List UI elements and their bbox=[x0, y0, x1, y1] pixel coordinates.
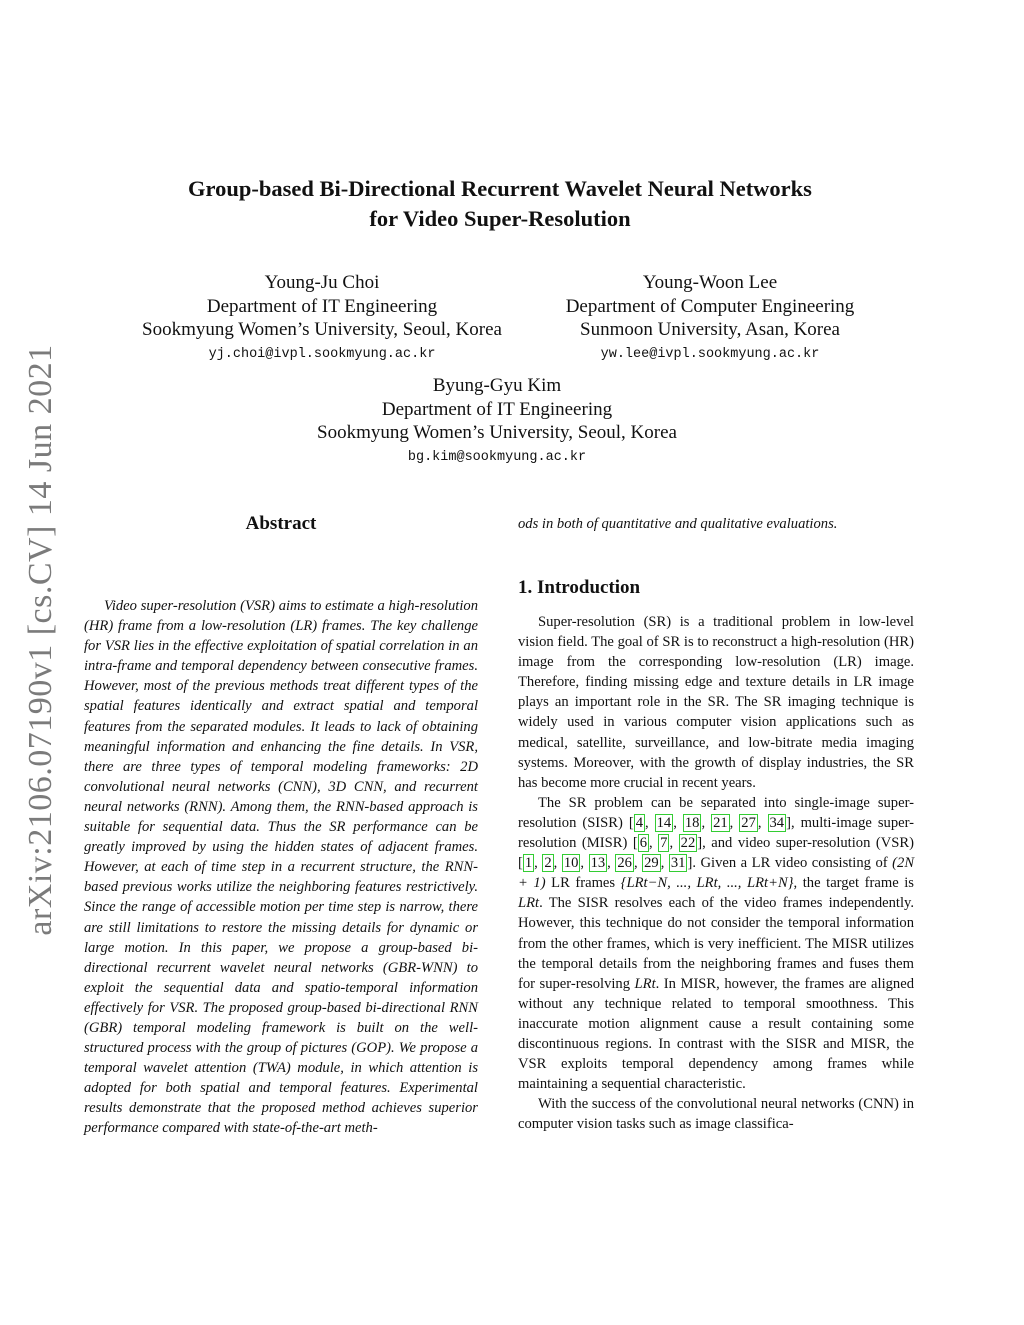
citation-link[interactable]: 14 bbox=[656, 814, 672, 831]
citation-link[interactable]: 18 bbox=[684, 814, 700, 831]
author-affiliation: Sookmyung Women’s University, Seoul, Korea bbox=[317, 422, 677, 443]
author-name: Young-Woon Lee bbox=[642, 272, 778, 293]
intro-paragraph-1: Super-resolution (SR) is a traditional problem in low-level vision field. The goal of SR is to reconstruct a high-resolution (HR) image from the corresponding low-resolution (LR) image. Therefore, finding missing edge and texture details in LR image plays an important role in the SR. The SR imaging technique is widely used in various computer vision applications such as medical, satellite, surveillance, and low-bitrate media imaging systems. Moreover, with the growth of display industries, the SR has become more crucial in recent years. bbox=[518, 614, 914, 791]
math-expression: LRt bbox=[634, 975, 656, 992]
introduction-body bbox=[518, 612, 914, 1134]
abstract-body bbox=[84, 596, 478, 1139]
arxiv-stamp bbox=[20, 344, 62, 936]
citation-link[interactable]: 7 bbox=[660, 835, 668, 852]
paragraph-text: ]. Given a LR video consisting of bbox=[687, 855, 893, 872]
citation-link[interactable]: 6 bbox=[639, 835, 647, 852]
citation-link[interactable]: 31 bbox=[670, 855, 686, 872]
paragraph-text: The SR problem can be separated into single-image super-resolution (SISR) [ bbox=[518, 794, 914, 831]
citation-link[interactable]: 29 bbox=[644, 855, 659, 872]
abstract-heading: Abstract bbox=[245, 513, 317, 534]
paragraph-text: . In MISR, however, the frames are aligned without any technique related to temporal smoothness. This inaccurate motion alignment cause a result containing some discontinuous regions. In contrast with the SISR and MISR, the VSR exploits temporal dependency among frames while maintaining a sequential characteristic. bbox=[518, 975, 914, 1093]
title-line-2: for Video Super-Resolution bbox=[369, 206, 631, 231]
title-line-1: Group-based Bi-Directional Recurrent Wavelet Neural Networks bbox=[188, 176, 812, 201]
abstract-continuation: ods in both of quantitative and qualitative evaluations. bbox=[518, 516, 838, 532]
paragraph-text: LR frames bbox=[545, 875, 621, 892]
citation-link[interactable]: 26 bbox=[617, 855, 632, 872]
author-name: Byung-Gyu Kim bbox=[432, 375, 562, 396]
author-email[interactable]: yw.lee@ivpl.sookmyung.ac.kr bbox=[600, 346, 820, 362]
author-dept: Department of Computer Engineering bbox=[565, 295, 855, 317]
paragraph-text: ], multi-image super-resolution (MISR) [ bbox=[518, 814, 915, 852]
math-expression: LRt bbox=[518, 895, 540, 912]
author-email[interactable]: bg.kim@sookmyung.ac.kr bbox=[407, 449, 587, 465]
citation-link[interactable]: 10 bbox=[563, 855, 579, 872]
paragraph-text: ], and video super-resolution (VSR) [ bbox=[518, 835, 915, 872]
citation-link[interactable]: 2 bbox=[544, 855, 552, 872]
paragraph-text: , the target frame is bbox=[793, 875, 914, 892]
paragraph-text: . The SISR resolves each of the video frames independently. However, this technique do not consider the temporal information from the other frames, which is very inefficient. The MISR utilizes the temporal details from the neighboring frames and fuses them for super-resolving bbox=[518, 895, 914, 992]
citation-link[interactable]: 27 bbox=[741, 814, 756, 831]
author-dept: Department of IT Engineering bbox=[206, 295, 438, 317]
paper-title bbox=[100, 174, 900, 234]
author-affiliation: Sookmyung Women’s University, Seoul, Korea bbox=[142, 319, 502, 340]
author-dept: Department of IT Engineering bbox=[381, 398, 613, 420]
intro-paragraph-3: With the success of the convolutional neural networks (CNN) in computer vision tasks such as image classifica- bbox=[518, 1096, 914, 1133]
math-expression: {LRt−N, ..., LRt, ..., LRt+N} bbox=[620, 875, 794, 892]
author-name: Young-Ju Choi bbox=[264, 272, 380, 293]
introduction-heading: 1. Introduction bbox=[518, 577, 641, 598]
intro-paragraph-2: The SR problem can be separated into single-image super-resolution (SISR) [ 4 , 14 , 18 , 21 , 27 , 34 ], multi-image super-resolution (MISR) [ 6 , 7 , 22 ], and video super-resolution (VSR) [ 1 , 2 , 10 , 13 , 26 , 29 , 31 ]. Given a LR video consisting of (2N + 1) LR frames {LRt−N, ..., LRt, ..., LRt+N}, the target frame is LRt. The SISR resolves each of the video frames independently. However, this technique do not consider the temporal information from the other frames, which is very inefficient. The MISR utilizes the temporal details from the neighboring frames and fuses them for super-resolving LRt. In MISR, however, the frames are aligned without any technique related to temporal smoothness. This inaccurate motion alignment cause a result containing some discontinuous regions. In contrast with the SISR and MISR, the VSR exploits temporal dependency among frames while maintaining a sequential characteristic. bbox=[518, 794, 915, 1093]
arxiv-stamp-text: arXiv:2106.07190v1 [cs.CV] 14 Jun 2021 bbox=[22, 344, 59, 936]
citation-link[interactable]: 21 bbox=[713, 814, 728, 831]
citation-link[interactable]: 34 bbox=[769, 814, 785, 831]
citation-link[interactable]: 22 bbox=[680, 835, 696, 852]
author-block-2 bbox=[510, 271, 910, 368]
abstract-text: Video super-resolution (VSR) aims to estimate a high-resolution (HR) frame from a low-resolution (LR) frames. The key challenge for VSR lies in the effective exploitation of spatial correlation in an intra-frame and temporal dependency between consecutive frames. However, most of the previous methods treat different types of the spatial features identically and extract spatial and temporal features from the separated modules. It leads to lack of obtaining meaningful information and enhancing the fine details. In VSR, there are three types of temporal modeling frameworks: 2D convolutional neural networks (CNN), 3D CNN, and recurrent neural networks (RNN). Among them, the RNN-based approach is suitable for sequential data. Thus the SR performance can be greatly improved by using the hidden states of adjacent frames. However, at each of time step in a recurrent structure, the RNN-based previous works utilize the neighboring features restrictively. Since the range of accessible motion per time step is narrow, there are still limitations to restore the missing details for dynamic or large motion. In this paper, we propose a group-based bi-directional recurrent wavelet neural networks (GBR-WNN) to exploit the sequential data and spatio-temporal information effectively for VSR. The proposed group-based bi-directional RNN (GBR) temporal modeling framework is built on the well-structured process with the group of pictures (GOP). We propose a temporal wavelet attention (TWA) module, in which attention is adopted for both spatial and temporal features. Experimental results demonstrate that the proposed method achieves superior performance compared with state-of-the-art meth- bbox=[84, 598, 478, 1137]
citation-link[interactable]: 4 bbox=[635, 814, 643, 831]
author-block-1 bbox=[122, 271, 522, 368]
math-expression: (2N + 1) bbox=[518, 855, 915, 892]
citation-link[interactable]: 1 bbox=[524, 855, 533, 872]
author-block-3 bbox=[297, 374, 697, 471]
citation-link[interactable]: 13 bbox=[590, 855, 606, 872]
author-email[interactable]: yj.choi@ivpl.sookmyung.ac.kr bbox=[208, 346, 436, 362]
author-affiliation: Sunmoon University, Asan, Korea bbox=[580, 319, 840, 340]
